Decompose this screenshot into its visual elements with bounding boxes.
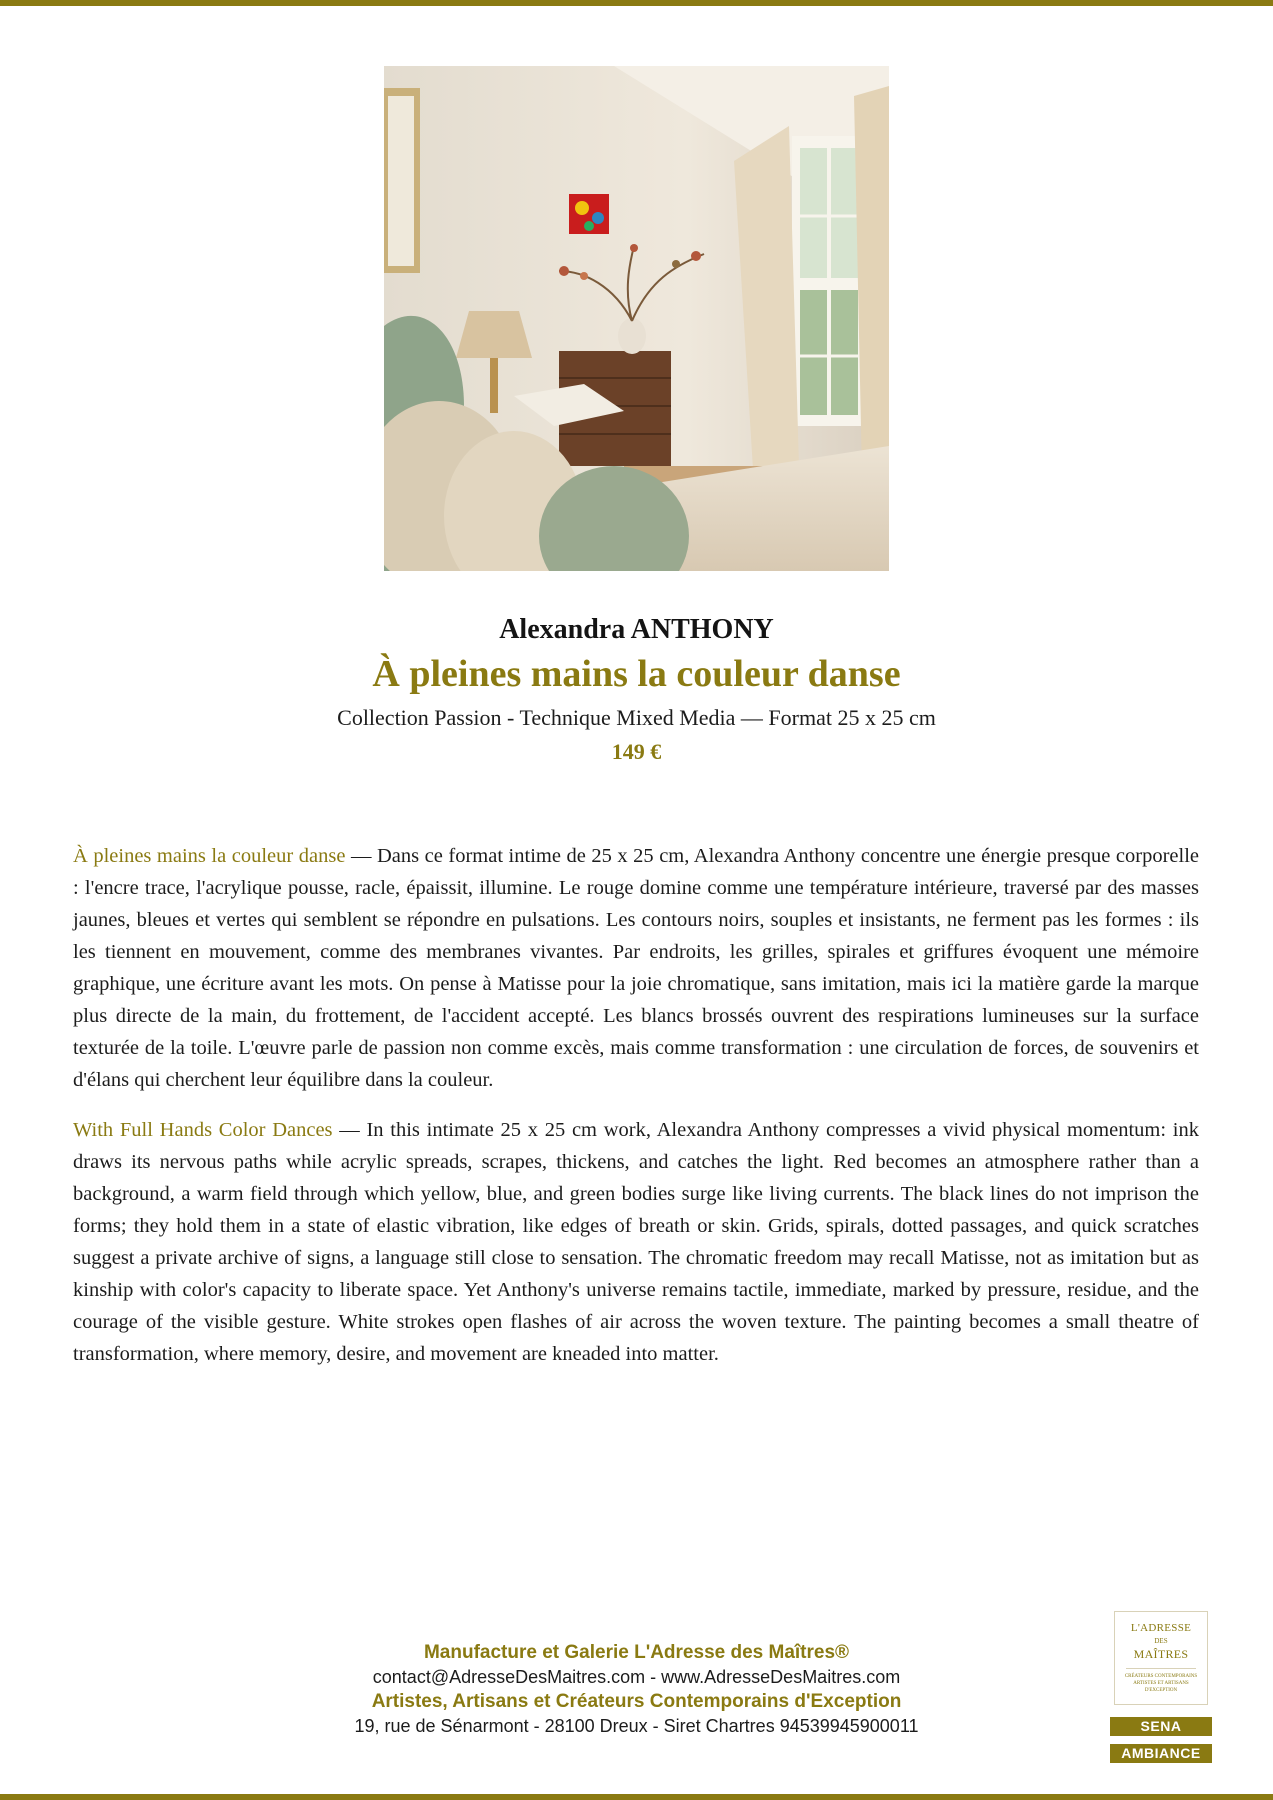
logo-line-1: L'ADRESSE	[1130, 1622, 1192, 1634]
artwork-title: À pleines mains la couleur danse	[372, 653, 901, 695]
description-en	[73, 1114, 1199, 1370]
logo-divider	[1126, 1668, 1196, 1669]
logo-line-4: CRÉATEURS CONTEMPORAINS ARTISTES ET ARTISANS D'EXCEPTION	[1124, 1674, 1198, 1693]
badge-sena: SENA	[1110, 1717, 1212, 1736]
top-border	[0, 0, 1273, 6]
description-fr-lead: À pleines mains la couleur danse	[73, 845, 346, 867]
footer-gallery-name: Manufacture et Galerie L'Adresse des Maîtres®	[423, 1642, 850, 1663]
badge-ambiance: AMBIANCE	[1110, 1744, 1212, 1763]
description-en-text: — In this intimate 25 x 25 cm work, Alexandra Anthony compresses a vivid physical momentum: ink draws its nervous paths while acrylic spreads, scrapes, thickens, and catches the light. Red becomes an atmosphere rather than a background, a warm field through which yellow, blue, and green bodies surge like living currents. The black lines do not imprison the forms; they hold them in a state of elastic vibration, like edges of breath or skin. Grids, spirals, dotted passages, and quick scratches suggest a private archive of signs, a language still close to sensation. The chromatic freedom may recall Matisse, not as imitation but as kinship with color's capacity to liberate space. Yet Anthony's universe remains tactile, immediate, marked by pressure, residue, and the courage of the visible gesture. White strokes open flashes of air across the woven texture. The painting becomes a small theatre of transformation, where memory, desire, and movement are kneaded into matter.	[73, 1119, 1199, 1365]
description	[73, 840, 1199, 1388]
description-fr-text: — Dans ce format intime de 25 x 25 cm, Alexandra Anthony concentre une énergie presque corporelle : l'encre trace, l'acrylique pousse, racle, épaissit, illumine. Le rouge domine comme une température intérieure, traversé par des masses jaunes, bleues et vertes qui semblent se répondre en pulsations. Les contours noirs, souples et insistants, ne ferment pas les formes : ils les tiennent en mouvement, comme des membranes vivantes. Par endroits, les grilles, spirales et griffures évoquent une mémoire graphique, une écriture avant les mots. On pense à Matisse pour la joie chromatique, sans imitation, mais ici la matière garde la marque plus directe de la main, du frottement, de l'accident accepté. Les blancs brossés ouvrent des respirations lumineuses sur la surface texturée de la toile. L'œuvre parle de passion non comme excès, mais comme transformation : une circulation de forces, de souvenirs et d'élans qui cherchent leur équilibre dans la couleur.	[73, 845, 1199, 1091]
description-en-lead: With Full Hands Color Dances	[73, 1119, 333, 1141]
footer-contact[interactable]: contact@AdresseDesMaitres.com - www.AdresseDesMaitres.com	[372, 1667, 901, 1687]
artist-name: Alexandra ANTHONY	[499, 614, 774, 645]
bottom-border	[0, 1794, 1273, 1800]
gallery-logo	[1114, 1611, 1208, 1705]
artwork-details: Collection Passion - Technique Mixed Media — Format 25 x 25 cm	[337, 705, 936, 730]
logo-line-2: DES	[1154, 1637, 1168, 1645]
artwork-price: 149 €	[611, 739, 662, 764]
footer	[260, 1640, 1013, 1738]
footer-tagline: Artistes, Artisans et Créateurs Contemporains d'Exception	[371, 1691, 902, 1712]
description-fr	[73, 840, 1199, 1096]
artwork-room-photo	[384, 66, 889, 571]
logo-line-3: MAÎTRES	[1133, 1647, 1189, 1661]
footer-address: 19, rue de Sénarmont - 28100 Dreux - Siret Chartres 94539945900011	[354, 1716, 919, 1736]
